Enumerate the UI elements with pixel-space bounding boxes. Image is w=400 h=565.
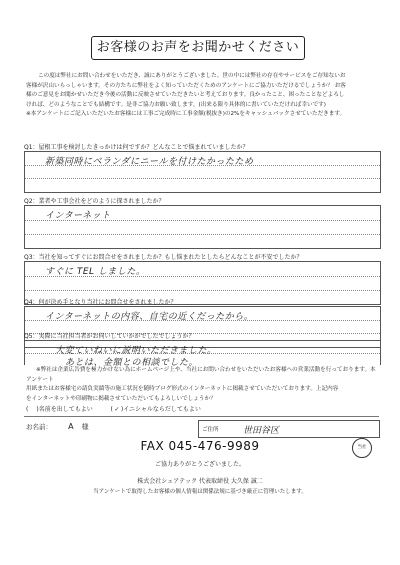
question-1-label: Q1：屋根工事を検討したきっかけは何ですか？どんなことで悩まれていましたか？	[24, 144, 249, 151]
intro-line: 客様が沢山いらっしゃいます。その方たちに弊社をよく知っていただくためのアンケートにご協力いただけるでしょうか？ お客	[26, 82, 346, 89]
check-mark-icon: ✓	[114, 406, 120, 413]
question-1-answer: 新築同時にベランダにニールを付けたかったため	[45, 157, 254, 167]
question-2-label: Q2：業者や工事会社をどのように探されましたか？	[24, 198, 165, 205]
intro-text	[26, 72, 376, 120]
question-3-label: Q3：当社を知ってすぐにお問合せをされましたか？もし悩まれたとしたらどんなことが不安でしたか？	[24, 254, 303, 261]
fax-number: FAX 045-476-9989	[140, 439, 260, 453]
name-field[interactable]: お名前： A 様	[26, 422, 89, 431]
name-value: A	[68, 422, 74, 431]
option-initial-ok[interactable]: (✓)イニシャルならだしてもよい	[110, 406, 201, 413]
thanks-text: ご協力ありがとうございました。	[154, 461, 245, 468]
intro-line: ければ、どのようなことでも結構です。是非ご協力お願い致します。(出来る限り具体的に書いていただければ幸いです)	[26, 101, 326, 108]
consent-line: をインターネットや印刷物に掲載させていただいてもよろしいでしょうか？	[26, 395, 216, 402]
intro-line: この度は弊社にお問い合わせをいただき、誠にありがとうございました。世の中には弊社の存在やサービスをご存知ないお	[38, 73, 346, 79]
question-5-answer-line-1: 大変ていねいに説明いただきました。	[55, 346, 217, 356]
address-value: 世田谷区	[243, 426, 280, 436]
option-name-ok[interactable]: ( )名前を出してもよい	[26, 406, 93, 413]
question-4-label: Q4：何が決め手となり当社にお問合せをされましたか？	[24, 299, 177, 306]
survey-title: お客様のお声をお聞かせください	[91, 36, 305, 60]
company-stamp-icon: 当社	[352, 438, 372, 458]
privacy-note: 当アンケートで取得したお客様の個人情報は関係法規に基づき厳正に管理いたします。	[93, 489, 307, 495]
question-5-label: Q5：実際に当社担当者がお伺いしていかがでしたでしょうか？	[24, 333, 195, 340]
company-name: 株式会社シェアテック 代表取締役 大久保 誠二	[137, 478, 263, 485]
cashback-note: ※本アンケートにご記入いただいたお客様には工事ご完成時に工事金額(税抜き)の2%をキャッシュバックさせていただきます。	[26, 111, 346, 118]
divider	[24, 416, 379, 417]
consent-line: 用紙またはお客様宅の請負実績等の施工状況を随時ブログ形式のインターネットに掲載させていただいております。上記内容	[26, 386, 339, 393]
intro-line: 様のご意見をお聞かせいただき今後の活動に反映させていただきたいと考えております。良かったこと、困ったことなどよろし	[26, 92, 345, 99]
question-3-answer: すぐに TEL しました。	[45, 267, 146, 277]
address-field[interactable]	[198, 420, 380, 438]
question-1-answer-box[interactable]	[24, 151, 381, 193]
honorific: 様	[81, 423, 89, 431]
question-5-answer-line-2: あとは、金額との相談でした。	[65, 358, 199, 368]
consent-line: ※弊社は企業広告費を極力かけない為にホームページ上や、当社にお問い合わせをいただいたお客様への営業活動を行っております。本アンケート	[26, 367, 376, 383]
address-label: ご住所	[202, 427, 219, 433]
question-5-answer-box[interactable]	[24, 340, 381, 368]
name-label: お名前	[26, 423, 46, 431]
consent-options	[26, 404, 201, 413]
consent-text	[26, 366, 378, 404]
question-4-answer: インターネットの内容、自宅の近くだったから。	[45, 312, 254, 322]
question-2-answer: インターネット	[45, 211, 111, 221]
question-2-answer-box[interactable]	[24, 205, 381, 249]
